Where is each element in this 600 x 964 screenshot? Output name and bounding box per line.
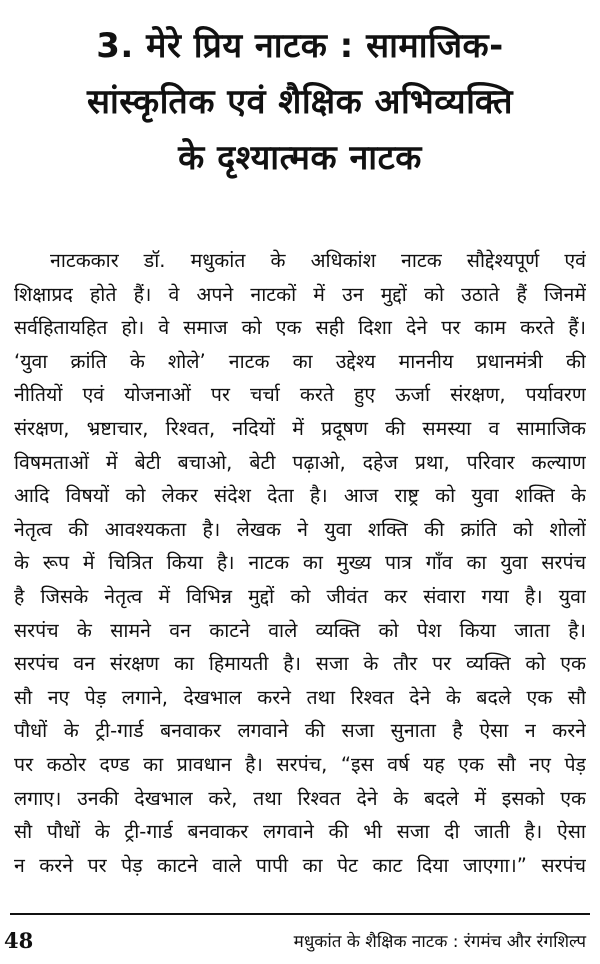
body-line: सौ नए पेड़ लगाने, देखभाल करने तथा रिश्वत देने के बदले एक सौ: [14, 685, 586, 709]
body-line: सौ पौधों के ट्री-गार्ड बनवाकर लगवाने की भी सजा दी जाती है। ऐसा: [14, 820, 586, 844]
body-paragraph: [14, 244, 586, 882]
body-line: के रूप में चित्रित किया है। नाटक का मुख्य पात्र गाँव का युवा सरपंच: [14, 551, 586, 575]
running-footer-title: मधुकांत के शैक्षिक नाटक : रंगमंच और रंगशिल्प: [293, 932, 586, 952]
page-number: 48: [4, 928, 34, 953]
chapter-title-line-2: सांस्कृतिक एवं शैक्षिक अभिव्यक्ति: [87, 82, 513, 122]
body-line: पौधों के ट्री-गार्ड बनवाकर लगवाने की सजा सुनाता है ऐसा न करने: [14, 719, 586, 743]
body-line: लगाए। उनकी देखभाल करे, तथा रिश्वत देने के बदले में इसको एक: [14, 786, 586, 810]
body-line: नाटककार डॉ. मधुकांत के अधिकांश नाटक सौद्देश्यपूर्ण एवं: [50, 249, 586, 272]
body-line: नीतियों एवं योजनाओं पर चर्चा करते हुए ऊर्जा संरक्षण, पर्यावरण: [14, 383, 586, 407]
body-line: ‘युवा क्रांति के शोले’ नाटक का उद्देश्य माननीय प्रधानमंत्री की: [14, 349, 586, 373]
body-line: संरक्षण, भ्रष्टाचार, रिश्वत, नदियों में प्रदूषण की समस्या व सामाजिक: [14, 416, 586, 440]
body-line: नेतृत्व की आवश्यकता है। लेखक ने युवा शक्ति की क्रांति को शोलों: [14, 517, 586, 541]
footer-divider: [10, 913, 590, 915]
chapter-title-line-3: के दृश्यात्मक नाटक: [178, 138, 422, 178]
body-line: न करने पर पेड़ काटने वाले पापी का पेट काट दिया जाएगा।” सरपंच: [14, 853, 586, 877]
body-line: सरपंच के सामने वन काटने वाले व्यक्ति को पेश किया जाता है।: [14, 618, 586, 642]
body-line: विषमताओं में बेटी बचाओ, बेटी पढ़ाओ, दहेज प्रथा, परिवार कल्याण: [14, 450, 586, 474]
chapter-title: [20, 18, 580, 186]
body-line: सर्वहितायहित हो। वे समाज को एक सही दिशा देने पर काम करते हैं।: [14, 316, 586, 340]
body-line: आदि विषयों को लेकर संदेश देता है। आज राष्ट्र को युवा शक्ति के: [14, 484, 586, 508]
body-line: पर कठोर दण्ड का प्रावधान है। सरपंच, “इस वर्ष यह एक सौ नए पेड़: [14, 752, 586, 776]
body-line: है जिसके नेतृत्व में विभिन्न मुद्दों को जीवंत कर संवारा गया है। युवा: [14, 584, 586, 608]
chapter-title-line-1: 3. मेरे प्रिय नाटक : सामाजिक-: [96, 26, 504, 66]
body-line: सरपंच वन संरक्षण का हिमायती है। सजा के तौर पर व्यक्ति को एक: [14, 652, 586, 676]
body-line: शिक्षाप्रद होते हैं। वे अपने नाटकों में उन मुद्दों को उठाते हैं जिनमें: [14, 282, 586, 306]
